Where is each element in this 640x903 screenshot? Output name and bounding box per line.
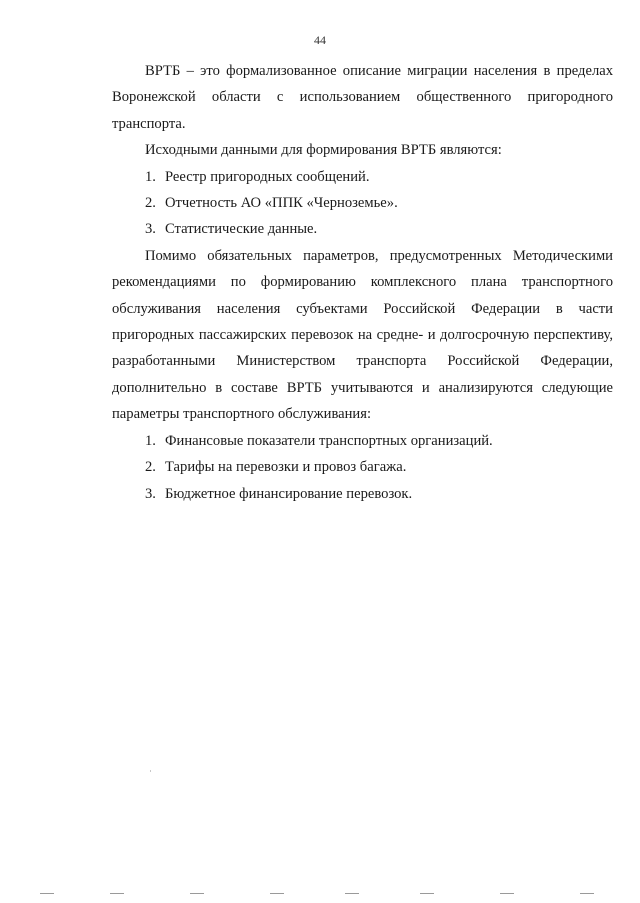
list-item — [112, 454, 613, 480]
list-item-text: Финансовые показатели транспортных организаций. — [165, 432, 493, 449]
page-number: 44 — [314, 33, 326, 47]
scan-mark — [270, 893, 284, 894]
scan-edge-marks — [20, 893, 620, 894]
list-item — [112, 481, 613, 507]
scan-mark — [500, 893, 514, 894]
list-item-text: Тарифы на перевозки и провоз багажа. — [165, 459, 407, 476]
transport-parameters-list — [112, 428, 613, 507]
paragraph-definition: ВРТБ – это формализованное описание миграции населения в пределах Воронежской области с использованием общественного пригородного транспорта. — [112, 63, 613, 132]
list-item-text: Статистические данные. — [165, 221, 318, 238]
list-item-number: 1. — [145, 432, 156, 449]
list-item — [112, 216, 613, 242]
scan-mark — [345, 893, 359, 894]
list-item-number: 2. — [145, 459, 156, 476]
list-item-number: 3. — [145, 221, 156, 238]
list-item — [112, 190, 613, 216]
list-item-number: 3. — [145, 485, 156, 502]
list-item — [112, 428, 613, 454]
scan-artifact — [150, 770, 151, 772]
paragraph-source-data-intro: Исходными данными для формирования ВРТБ являются: — [145, 142, 502, 159]
scan-mark — [40, 893, 54, 894]
scan-mark — [580, 893, 594, 894]
source-data-list — [112, 164, 613, 243]
list-item-number: 1. — [145, 168, 156, 185]
list-item-text: Реестр пригородных сообщений. — [165, 168, 370, 185]
scan-mark — [420, 893, 434, 894]
list-item-number: 2. — [145, 195, 156, 212]
page-body — [112, 58, 613, 507]
paragraph-additional-parameters: Помимо обязательных параметров, предусмотренных Методическими рекомендациями по формированию комплексного плана транспортного обслуживания населения субъектами Российской Федерации в части пригородных пассажирских перевозок на средне- и долгосрочную перспективу, разработанными Министерством транспорта Российской Федерации, дополнительно в составе ВРТБ учитываются и анализируются следующие параметры транспортного обслуживания: — [112, 247, 613, 423]
scan-mark — [190, 893, 204, 894]
list-item — [112, 164, 613, 190]
list-item-text: Отчетность АО «ППК «Черноземье». — [165, 195, 398, 212]
list-item-text: Бюджетное финансирование перевозок. — [165, 485, 413, 502]
scan-mark — [110, 893, 124, 894]
